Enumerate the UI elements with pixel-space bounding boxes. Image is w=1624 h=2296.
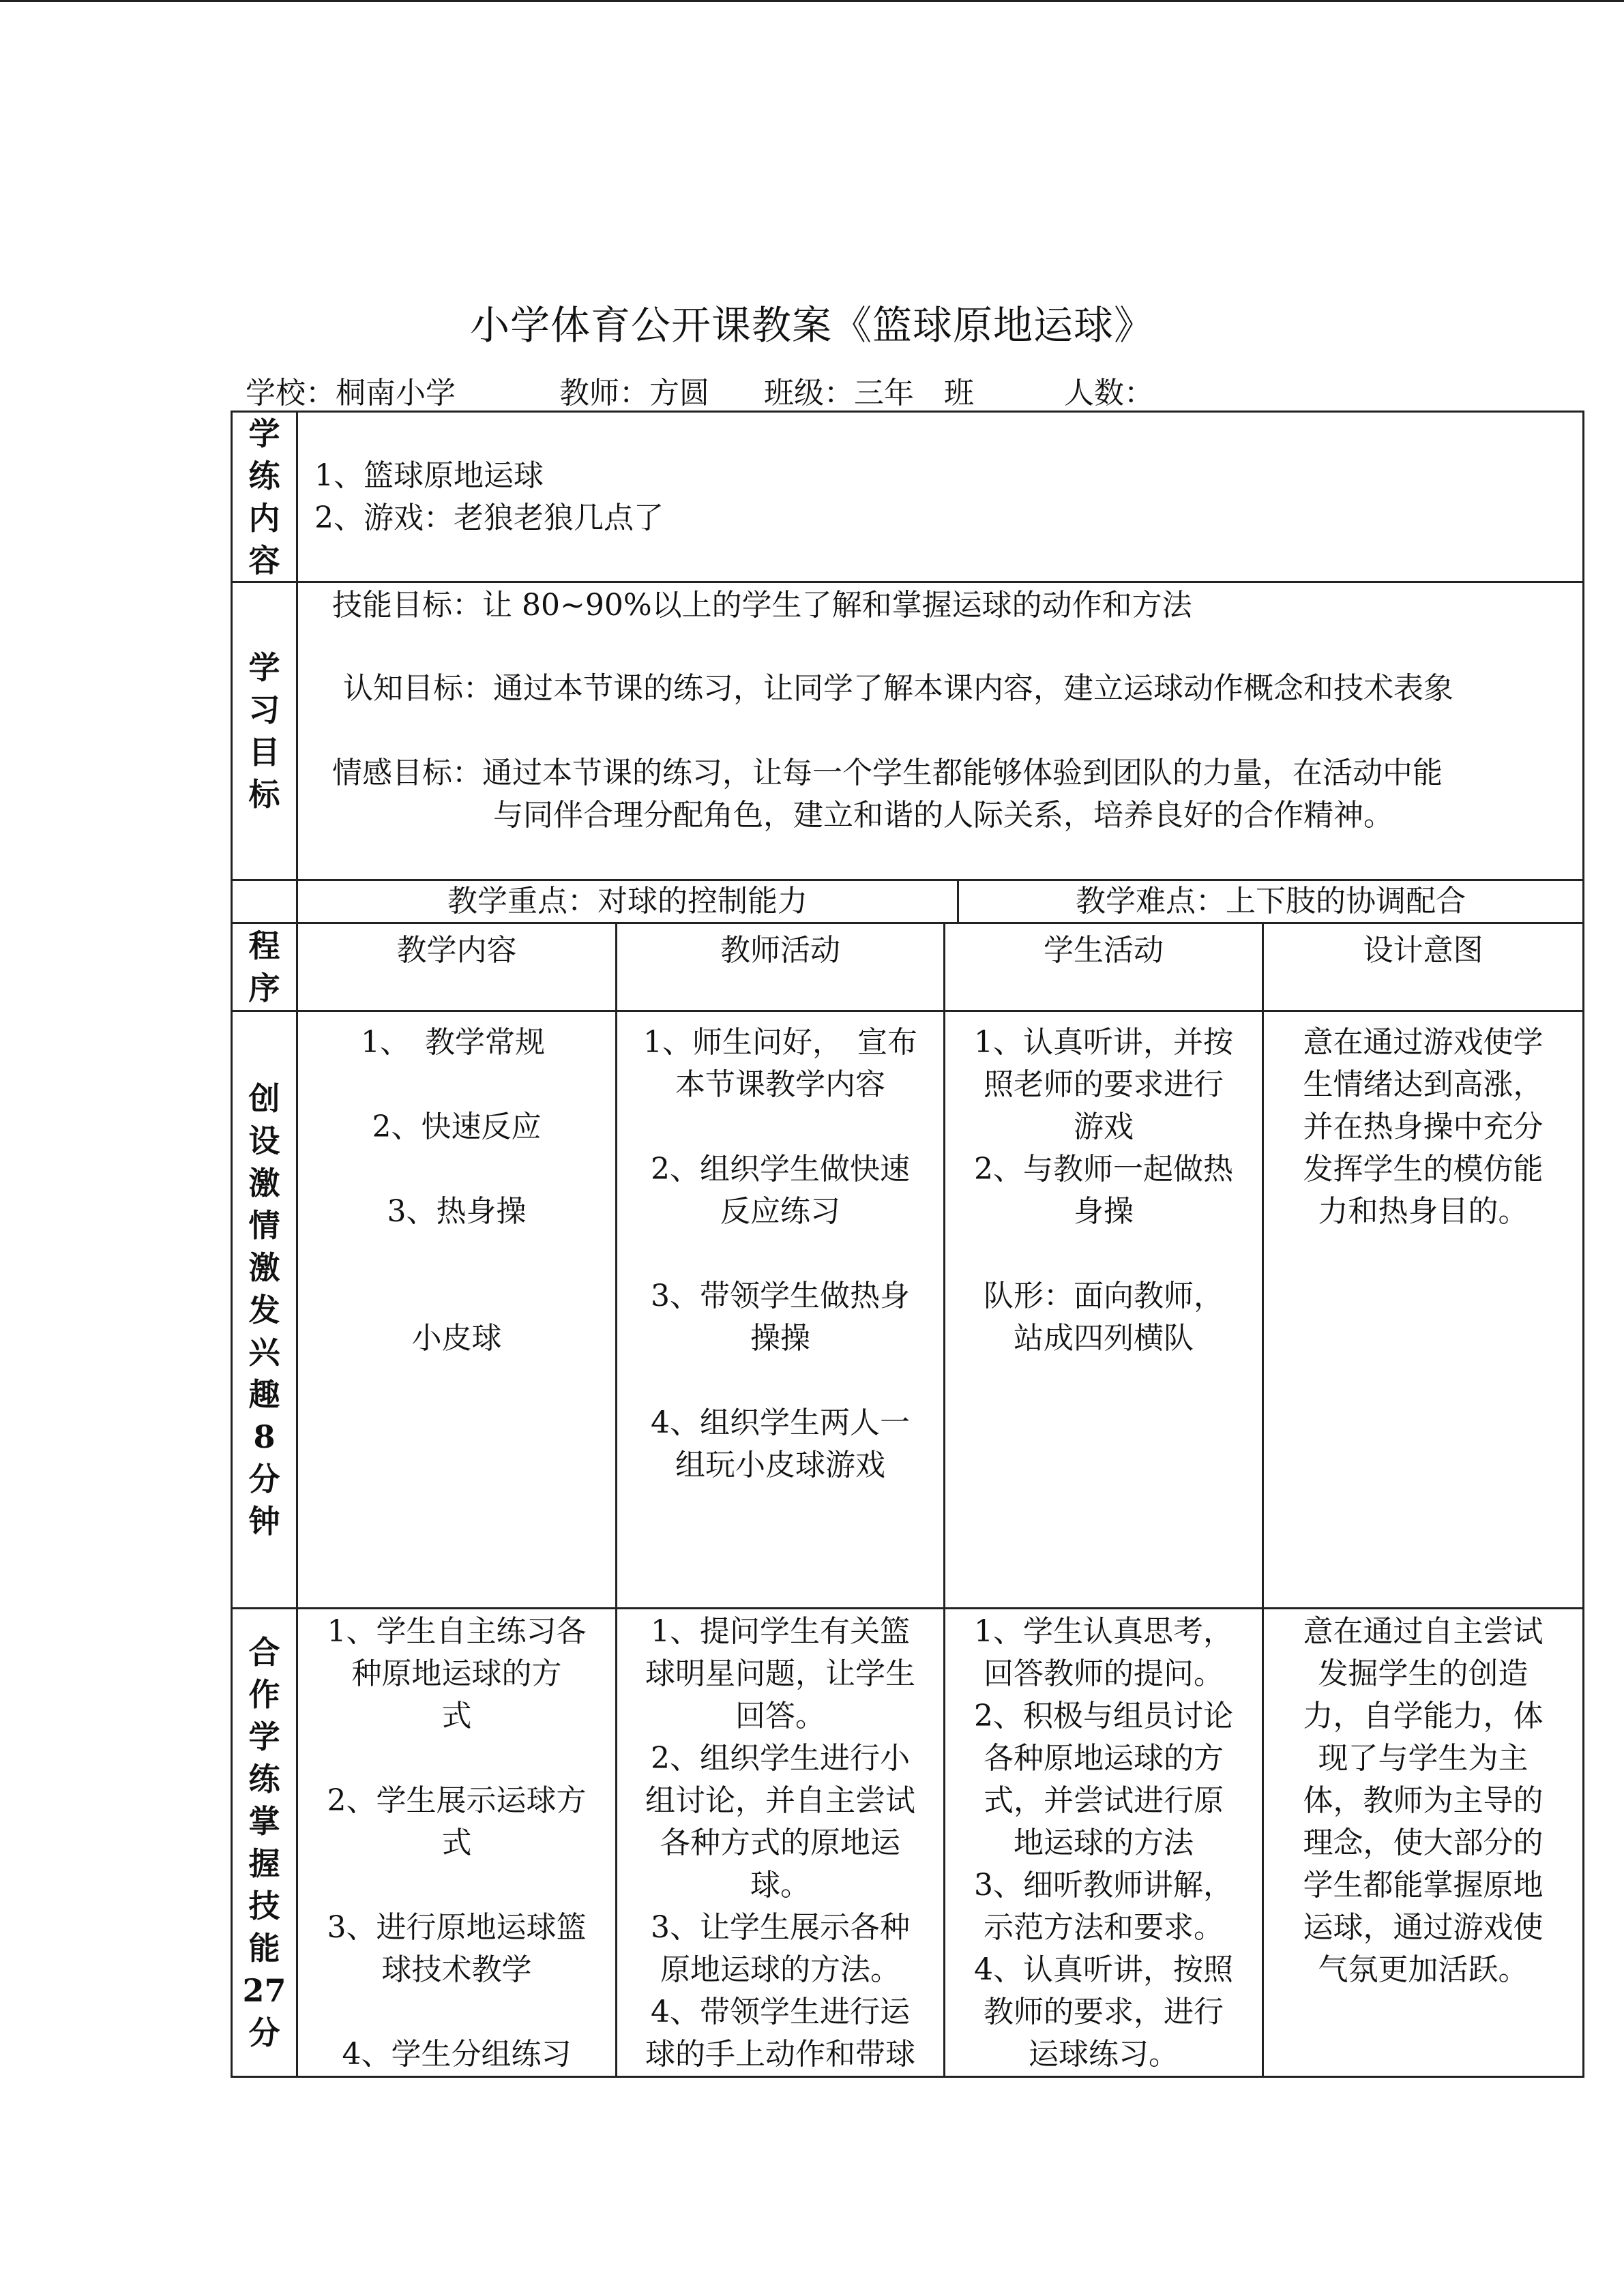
section2-student-line: 4、认真听讲，按照 [974,1952,1233,1987]
section2-intent-line: 理念，使大部分的 [1303,1825,1544,1860]
content-item: 1、篮球原地运球 [314,458,544,493]
section1-label-cell [231,1010,298,1609]
section2-student-line: 教师的要求，进行 [984,1995,1224,2029]
section1-label-char: 趣 [248,1375,280,1413]
meta-count: 人数： [1064,376,1154,411]
meta-grade: 班级：三年 班 [764,376,974,411]
section1-label-char: 激 [248,1249,280,1286]
section1-teacher-line: 1、师生问好， 宣布 [643,1025,917,1060]
section2-teacher-line: 各种方式的原地运 [660,1825,900,1860]
header-intent: 设计意图 [1262,922,1584,1012]
section1-intent-line: 发挥学生的模仿能 [1303,1152,1544,1187]
section2-label-char: 27 [242,1972,286,2009]
section2-teacher-line: 球明星问题，让学生 [645,1656,915,1691]
section2-intent-line: 意在通过自主尝试 [1303,1614,1544,1649]
goals-cell [296,581,1584,881]
section1-intent-line: 意在通过游戏使学 [1303,1025,1544,1060]
section2-intent-line: 运球，通过游戏使 [1303,1910,1544,1945]
section2-teacher-line: 球的手上动作和带球 [645,2037,915,2072]
content-item: 2、游戏：老狼老狼几点了 [314,501,664,535]
section1-content-item: 小皮球 [411,1321,502,1356]
section1-label-char: 8 [253,1418,276,1455]
section1-intent-line: 并在热身操中充分 [1303,1109,1544,1144]
section2-intent-line: 学生都能掌握原地 [1303,1868,1544,1903]
goals-label-char: 学 [248,649,280,686]
header-student: 学生活动 [943,922,1264,1012]
section1-teacher-line: 2、组织学生做快速 [651,1152,910,1187]
section2-student-line: 3、细听教师讲解， [974,1868,1233,1903]
section1-teacher-line: 组玩小皮球游戏 [675,1448,885,1482]
content-cell [296,411,1584,583]
section2-label-char: 练 [248,1761,280,1798]
content-label-char: 练 [248,457,280,494]
section1-label-char: 激 [248,1164,280,1202]
content-label-cell [231,411,298,583]
section2-label-char: 握 [248,1845,280,1882]
section1-intent-line: 力和热身目的。 [1318,1194,1529,1229]
content-label-char: 容 [248,541,280,579]
section2-label-char: 技 [248,1888,280,1924]
goals-label-char: 习 [248,691,280,728]
section1-teacher-cell [615,1010,945,1609]
section1-teacher-line: 本节课教学内容 [675,1067,885,1102]
section2-student-line: 各种原地运球的方 [984,1741,1224,1776]
section2-intent-line: 体，教师为主导的 [1303,1783,1544,1818]
section2-label-char: 能 [248,1930,280,1967]
content-label-char: 学 [248,415,280,452]
section2-student-line: 1、学生认真思考， [974,1614,1233,1649]
section1-label-char: 情 [248,1206,280,1244]
section1-teacher-line: 4、组织学生两人一 [651,1405,910,1440]
key-point-cell: 教学重点：对球的控制能力 [296,879,959,924]
goal-cognitive: 认知目标：通过本节课的练习，让同学了解本课内容，建立运球动作概念和技术表象 [343,671,1453,706]
section2-teacher-line: 2、组织学生进行小 [651,1741,910,1776]
section2-student-line: 运球练习。 [1029,2037,1179,2072]
section1-label-char: 分 [248,1460,280,1497]
goal-affective-line1: 情感目标：通过本节课的练习，让每一个学生都能够体验到团队的力量，在活动中能 [332,756,1443,790]
section2-intent-line: 力，自学能力，体 [1303,1699,1544,1733]
header-procedure-char: 序 [248,970,280,1007]
header-content: 教学内容 [296,922,617,1012]
section2-teacher-line: 3、让学生展示各种 [651,1910,910,1945]
section1-label-char: 设 [248,1122,280,1159]
section1-student-line: 2、与教师一起做热 [974,1152,1233,1187]
section2-student-line: 示范方法和要求。 [984,1910,1224,1945]
section2-label-char: 作 [248,1676,280,1713]
section1-student-line: 身操 [1074,1194,1134,1229]
section1-student-line: 游戏 [1074,1109,1134,1144]
section1-teacher-line: 反应练习 [720,1194,840,1229]
section1-student-line: 站成四列横队 [1014,1321,1194,1356]
section1-teacher-line: 3、带领学生做热身 [651,1279,910,1313]
header-procedure [231,922,298,1012]
section1-content-cell [296,1010,617,1609]
section2-student-line: 地运球的方法 [1014,1825,1194,1860]
section2-teacher-line: 回答。 [735,1699,825,1733]
section2-label-char: 学 [248,1718,280,1755]
section2-content-cell [296,1607,617,2078]
section2-intent-line: 气氛更加活跃。 [1318,1952,1529,1987]
section1-intent-line: 生情绪达到高涨， [1303,1067,1544,1102]
section2-student-line: 式，并尝试进行原 [984,1783,1224,1818]
section2-teacher-line: 4、带领学生进行运 [651,1995,910,2029]
goal-skill: 技能目标：让 80~90%以上的学生了解和掌握运球的动作和方法 [332,588,1192,623]
section2-content-line: 4、学生分组练习 [342,2037,572,2072]
keypoint-blank-cell [231,879,298,924]
section2-content-line: 2、学生展示运球方 [327,1783,587,1818]
goals-label-cell [231,581,298,881]
goals-label-char: 标 [248,776,280,813]
content-label-char: 内 [248,499,280,537]
section1-label-char: 钟 [248,1502,280,1540]
section1-student-line: 照老师的要求进行 [984,1067,1224,1102]
section2-label-char: 掌 [248,1803,280,1840]
section2-student-line: 回答教师的提问。 [984,1656,1224,1691]
meta-school: 学校：桐南小学 [246,376,456,411]
header-teacher: 教师活动 [615,922,945,1012]
section1-content-item: 2、快速反应 [372,1109,542,1144]
header-procedure-char: 程 [248,927,280,964]
section2-intent-cell [1262,1607,1584,2078]
section2-content-line: 种原地运球的方 [351,1656,562,1691]
section1-label-char: 创 [248,1079,280,1117]
top-border-line [0,0,1624,2]
section2-student-line: 2、积极与组员讨论 [974,1699,1233,1733]
difficult-point-cell: 教学难点：上下肢的协调配合 [957,879,1584,924]
document-title: 小学体育公开课教案《篮球原地运球》 [469,302,1154,348]
section2-content-line: 球技术教学 [381,1952,532,1987]
section2-intent-line: 现了与学生为主 [1318,1741,1529,1776]
section1-label-char: 兴 [248,1333,280,1371]
section1-intent-cell [1262,1010,1584,1609]
section1-content-item: 1、 教学常规 [361,1025,545,1060]
meta-teacher: 教师：方圆 [559,376,709,411]
goal-affective-line2: 与同伴合理分配角色，建立和谐的人际关系，培养良好的合作精神。 [493,798,1393,833]
section2-label-char: 合 [248,1634,280,1671]
section2-intent-line: 发掘学生的创造 [1318,1656,1529,1691]
section2-content-line: 1、学生自主练习各 [327,1614,587,1649]
section2-teacher-cell [615,1607,945,2078]
section1-content-item: 3、热身操 [387,1194,527,1229]
section1-label-char: 发 [248,1291,280,1328]
section2-label-cell [231,1607,298,2078]
section2-content-line: 3、进行原地运球篮 [327,1910,587,1945]
section1-student-cell [943,1010,1264,1609]
section2-teacher-line: 组讨论，并自主尝试 [645,1783,915,1818]
section2-label-char: 分 [248,2014,280,2051]
section1-student-line: 1、认真听讲，并按 [974,1025,1233,1060]
section1-teacher-line: 操操 [750,1321,810,1356]
section2-teacher-line: 1、提问学生有关篮 [651,1614,910,1649]
goals-label-char: 目 [248,734,280,771]
section2-teacher-line: 原地运球的方法。 [660,1952,900,1987]
section2-content-line: 式 [441,1825,472,1860]
section2-teacher-line: 球。 [750,1868,810,1903]
section2-student-cell [943,1607,1264,2078]
section1-student-line: 队形：面向教师， [984,1279,1224,1313]
section2-content-line: 式 [441,1699,472,1733]
